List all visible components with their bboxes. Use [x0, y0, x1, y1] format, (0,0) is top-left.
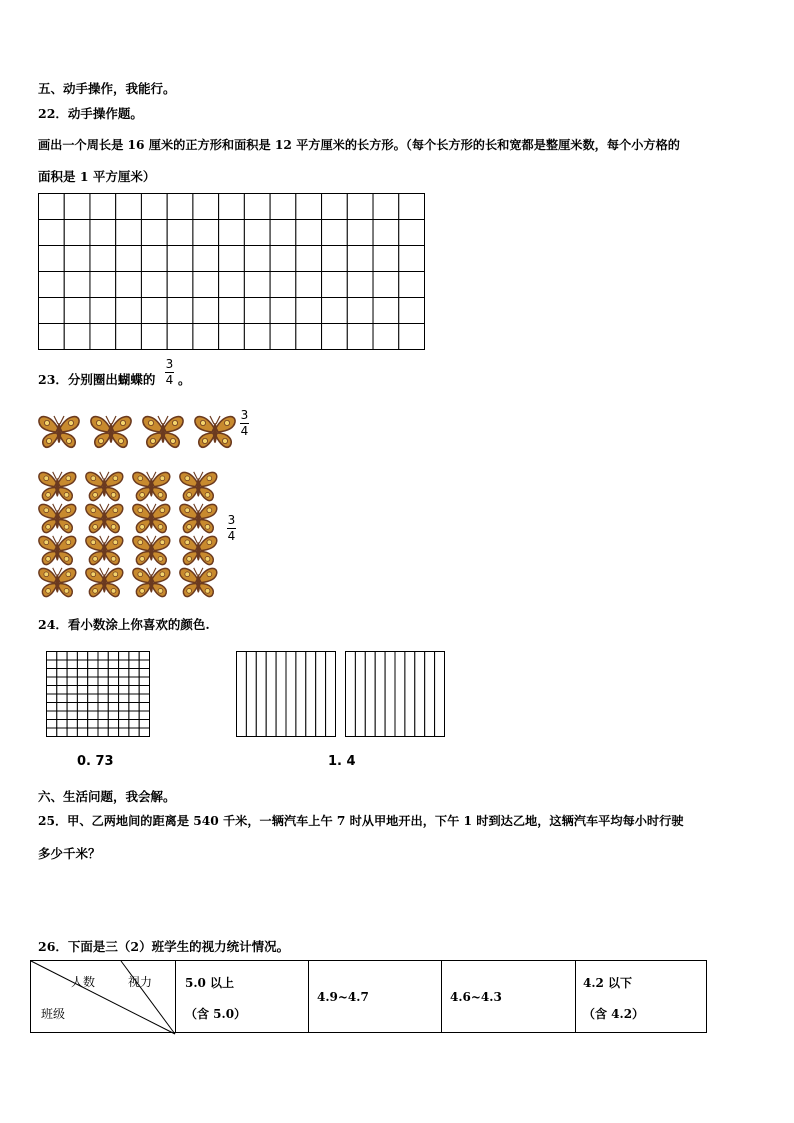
table-corner-cell [31, 961, 176, 1033]
hundredth-cell[interactable] [88, 686, 98, 695]
hundredth-cell[interactable] [47, 703, 57, 712]
hundredth-cell[interactable] [139, 728, 149, 737]
question-22-text-line1: 画出一个周长是 16 厘米的正方形和面积是 12 平方厘米的长方形。（每个长方形的长和宽都是整厘米数，每个小方格的 [38, 138, 680, 152]
hundredth-cell[interactable] [119, 728, 129, 737]
hundredth-cell[interactable] [119, 703, 129, 712]
grid-cell[interactable] [347, 298, 373, 324]
hundredth-cell[interactable] [67, 694, 77, 703]
grid-cell[interactable] [141, 298, 167, 324]
butterfly-icon[interactable] [86, 536, 123, 565]
hundredth-cell[interactable] [139, 720, 149, 729]
hundredth-cell[interactable] [47, 660, 57, 669]
hundredth-cell[interactable] [57, 720, 67, 729]
grid-cell[interactable] [193, 272, 219, 298]
fraction-numerator: 3 [240, 408, 249, 422]
grid-cell[interactable] [39, 246, 65, 272]
tenth-strip[interactable] [405, 652, 415, 737]
hundredth-cell[interactable] [119, 686, 129, 695]
tenth-strip[interactable] [425, 652, 435, 737]
butterfly-icon[interactable] [91, 416, 131, 447]
grid-cell[interactable] [64, 246, 90, 272]
grid-cell[interactable] [399, 220, 425, 246]
corner-label-people: 人数 [71, 975, 96, 989]
hundredth-cell[interactable] [108, 669, 118, 678]
hundredth-cell[interactable] [47, 686, 57, 695]
hundredth-cell[interactable] [139, 711, 149, 720]
question-25-text-line1: 25．甲、乙两地间的距离是 540 千米，一辆汽车上午 7 时从甲地开出，下午 1 时到达乙地，这辆汽车平均每小时行驶 [38, 814, 684, 828]
grid-cell[interactable] [322, 246, 348, 272]
grid-cell[interactable] [90, 246, 116, 272]
col1-line1: 5.0 以上 [185, 976, 235, 990]
grid-cell[interactable] [296, 246, 322, 272]
hundredth-cell[interactable] [129, 686, 139, 695]
grid-cell[interactable] [64, 298, 90, 324]
hundredth-cell[interactable] [57, 652, 67, 661]
tenths-strips-1[interactable] [236, 651, 336, 737]
tenth-strip[interactable] [355, 652, 365, 737]
col4-line2: （含 4.2） [583, 1007, 645, 1021]
butterfly-icon[interactable] [39, 568, 76, 597]
hundredth-cell[interactable] [139, 652, 149, 661]
hundredth-cell[interactable] [88, 703, 98, 712]
grid-cell[interactable] [39, 220, 65, 246]
tenth-strip[interactable] [286, 652, 296, 737]
hundredth-cell[interactable] [67, 720, 77, 729]
group-1-fraction [240, 409, 249, 438]
hundredth-cell[interactable] [98, 711, 108, 720]
hundredth-cell[interactable] [139, 694, 149, 703]
grid-cell[interactable] [347, 324, 373, 350]
butterfly-icon[interactable] [180, 472, 217, 501]
tenth-strip[interactable] [326, 652, 336, 737]
grid-cell[interactable] [90, 194, 116, 220]
tenth-strip[interactable] [237, 652, 247, 737]
hundredth-cell[interactable] [98, 728, 108, 737]
tenth-strip[interactable] [365, 652, 375, 737]
hundredth-cell[interactable] [67, 711, 77, 720]
hundredth-cell[interactable] [57, 669, 67, 678]
group-2-fraction [227, 514, 236, 543]
hundredth-cell[interactable] [67, 703, 77, 712]
grid-cell[interactable] [64, 194, 90, 220]
col1-line2: （含 5.0） [185, 1007, 247, 1021]
butterfly-icon[interactable] [133, 504, 170, 533]
grid-cell[interactable] [296, 324, 322, 350]
hundredth-cell[interactable] [57, 728, 67, 737]
grid-cell[interactable] [219, 194, 245, 220]
question-23-title-suffix: 。 [178, 372, 191, 387]
hundredth-cell[interactable] [98, 669, 108, 678]
tenth-strip[interactable] [246, 652, 256, 737]
grid-cell[interactable] [193, 194, 219, 220]
grid-cell[interactable] [270, 194, 296, 220]
drawing-grid[interactable] [38, 193, 425, 350]
hundredth-cell[interactable] [119, 711, 129, 720]
hundredth-cell[interactable] [77, 686, 87, 695]
grid-cell[interactable] [141, 324, 167, 350]
fraction-denominator: 4 [240, 424, 249, 438]
butterfly-icon[interactable] [39, 536, 76, 565]
fraction-denominator: 4 [227, 529, 236, 543]
hundredth-cell[interactable] [77, 703, 87, 712]
hundredth-cell[interactable] [57, 660, 67, 669]
vision-table [30, 960, 707, 1033]
hundredth-cell[interactable] [129, 677, 139, 686]
hundredth-cell[interactable] [88, 669, 98, 678]
hundredth-cell[interactable] [129, 720, 139, 729]
tenth-strip[interactable] [415, 652, 425, 737]
hundredth-cell[interactable] [77, 660, 87, 669]
grid-cell[interactable] [399, 194, 425, 220]
hundredth-cell[interactable] [47, 652, 57, 661]
hundredth-cell[interactable] [57, 677, 67, 686]
grid-cell[interactable] [141, 220, 167, 246]
hundredth-cell[interactable] [77, 669, 87, 678]
grid-cell[interactable] [270, 324, 296, 350]
hundred-grid[interactable] [46, 651, 150, 737]
butterfly-icon[interactable] [180, 504, 217, 533]
question-25-text-line2: 多少千米？ [38, 846, 101, 861]
tenth-strip[interactable] [435, 652, 445, 737]
hundredth-cell[interactable] [88, 652, 98, 661]
grid-cell[interactable] [219, 324, 245, 350]
hundredth-cell[interactable] [98, 660, 108, 669]
corner-diagonals [31, 961, 175, 1034]
grid-cell[interactable] [193, 220, 219, 246]
hundredth-cell[interactable] [119, 660, 129, 669]
tenth-strip[interactable] [266, 652, 276, 737]
grid-cell[interactable] [347, 272, 373, 298]
grid-cell[interactable] [322, 194, 348, 220]
hundredth-cell[interactable] [108, 711, 118, 720]
grid-cell[interactable] [322, 324, 348, 350]
question-26-title: 26．下面是三（2）班学生的视力统计情况。 [38, 939, 290, 954]
hundredth-cell[interactable] [57, 686, 67, 695]
grid-cell[interactable] [244, 246, 270, 272]
hundredth-cell[interactable] [139, 669, 149, 678]
hundredth-cell[interactable] [139, 686, 149, 695]
hundredth-cell[interactable] [108, 660, 118, 669]
grid-cell[interactable] [373, 220, 399, 246]
header-cell-1 [176, 961, 309, 1033]
butterfly-icon[interactable] [195, 416, 235, 447]
hundredth-cell[interactable] [77, 720, 87, 729]
grid-cell[interactable] [167, 324, 193, 350]
hundredth-cell[interactable] [139, 703, 149, 712]
butterfly-icon[interactable] [133, 568, 170, 597]
tenth-strip[interactable] [306, 652, 316, 737]
hundredth-cell[interactable] [129, 711, 139, 720]
question-23-title [38, 370, 155, 388]
hundredth-cell[interactable] [67, 686, 77, 695]
grid-cell[interactable] [167, 220, 193, 246]
grid-cell[interactable] [64, 220, 90, 246]
fraction-numerator: 3 [227, 513, 236, 527]
col4-line1: 4.2 以下 [583, 976, 633, 990]
col2-label: 4.9~4.7 [317, 990, 369, 1004]
hundredth-cell[interactable] [67, 660, 77, 669]
hundredth-cell[interactable] [119, 669, 129, 678]
grid-cell[interactable] [116, 298, 142, 324]
tenth-strip[interactable] [296, 652, 306, 737]
grid-cell[interactable] [193, 246, 219, 272]
butterfly-icon[interactable] [86, 568, 123, 597]
grid-cell[interactable] [322, 272, 348, 298]
question-23-fraction [165, 358, 174, 387]
grid-cell[interactable] [39, 298, 65, 324]
butterfly-group-2[interactable] [36, 469, 226, 599]
hundredth-cell[interactable] [77, 652, 87, 661]
grid-cell[interactable] [116, 272, 142, 298]
question-23-title-prefix: 23．分别圈出蝴蝶的 [38, 372, 156, 387]
hundredth-cell[interactable] [77, 677, 87, 686]
grid-cell[interactable] [244, 272, 270, 298]
hundredth-cell[interactable] [47, 728, 57, 737]
hundredth-cell[interactable] [108, 703, 118, 712]
grid-cell[interactable] [296, 298, 322, 324]
grid-cell[interactable] [347, 246, 373, 272]
butterfly-icon[interactable] [39, 504, 76, 533]
hundredth-cell[interactable] [108, 652, 118, 661]
grid-cell[interactable] [167, 246, 193, 272]
grid-cell[interactable] [141, 246, 167, 272]
question-22-title: 22．动手操作题。 [38, 106, 143, 121]
grid-cell[interactable] [399, 272, 425, 298]
header-cell-3 [442, 961, 576, 1033]
grid-cell[interactable] [322, 220, 348, 246]
hundredth-cell[interactable] [57, 703, 67, 712]
tenth-strip[interactable] [375, 652, 385, 737]
grid-cell[interactable] [270, 272, 296, 298]
tenth-strip[interactable] [395, 652, 405, 737]
hundredth-cell[interactable] [88, 660, 98, 669]
grid-cell[interactable] [244, 324, 270, 350]
col3-label: 4.6~4.3 [450, 990, 502, 1004]
tenth-strip[interactable] [385, 652, 395, 737]
decimal-label-b: 1. 4 [328, 754, 356, 769]
hundredth-cell[interactable] [98, 720, 108, 729]
grid-cell[interactable] [296, 220, 322, 246]
hundredth-cell[interactable] [119, 652, 129, 661]
butterfly-icon[interactable] [39, 472, 76, 501]
hundredth-cell[interactable] [139, 660, 149, 669]
hundredth-cell[interactable] [108, 728, 118, 737]
hundredth-cell[interactable] [98, 677, 108, 686]
hundredth-cell[interactable] [108, 686, 118, 695]
hundredth-cell[interactable] [88, 728, 98, 737]
hundredth-cell[interactable] [77, 711, 87, 720]
hundredth-cell[interactable] [57, 711, 67, 720]
tenth-strip[interactable] [276, 652, 286, 737]
butterfly-icon[interactable] [180, 536, 217, 565]
grid-cell[interactable] [90, 298, 116, 324]
hundredth-cell[interactable] [98, 686, 108, 695]
corner-label-vision: 视力 [128, 975, 153, 989]
grid-cell[interactable] [39, 272, 65, 298]
hundredth-cell[interactable] [47, 720, 57, 729]
tenth-strip[interactable] [256, 652, 266, 737]
grid-cell[interactable] [219, 246, 245, 272]
grid-cell[interactable] [373, 246, 399, 272]
hundredth-cell[interactable] [77, 728, 87, 737]
grid-cell[interactable] [373, 272, 399, 298]
grid-cell[interactable] [296, 194, 322, 220]
grid-cell[interactable] [399, 246, 425, 272]
section-heading-6: 六、生活问题，我会解。 [38, 789, 176, 804]
fraction-denominator: 4 [165, 373, 174, 387]
hundredth-cell[interactable] [47, 677, 57, 686]
hundredth-cell[interactable] [108, 677, 118, 686]
butterfly-icon[interactable] [39, 416, 79, 447]
hundredth-cell[interactable] [88, 711, 98, 720]
hundredth-cell[interactable] [129, 652, 139, 661]
hundredth-cell[interactable] [119, 720, 129, 729]
grid-cell[interactable] [116, 194, 142, 220]
tenth-strip[interactable] [346, 652, 356, 737]
corner-label-class: 班级 [41, 1007, 66, 1021]
tenth-strip[interactable] [316, 652, 326, 737]
hundredth-cell[interactable] [88, 720, 98, 729]
grid-cell[interactable] [39, 324, 65, 350]
hundredth-cell[interactable] [67, 677, 77, 686]
hundredth-cell[interactable] [47, 711, 57, 720]
grid-cell[interactable] [219, 220, 245, 246]
grid-cell[interactable] [167, 272, 193, 298]
butterfly-icon[interactable] [86, 504, 123, 533]
grid-cell[interactable] [90, 324, 116, 350]
grid-cell[interactable] [244, 220, 270, 246]
grid-cell[interactable] [193, 324, 219, 350]
hundredth-cell[interactable] [108, 694, 118, 703]
grid-cell[interactable] [141, 272, 167, 298]
grid-cell[interactable] [373, 298, 399, 324]
grid-cell[interactable] [270, 220, 296, 246]
grid-cell[interactable] [219, 298, 245, 324]
hundredth-cell[interactable] [129, 703, 139, 712]
grid-cell[interactable] [219, 272, 245, 298]
hundredth-cell[interactable] [77, 694, 87, 703]
hundredth-cell[interactable] [129, 694, 139, 703]
grid-cell[interactable] [244, 194, 270, 220]
hundredth-cell[interactable] [129, 728, 139, 737]
grid-cell[interactable] [296, 272, 322, 298]
hundredth-cell[interactable] [67, 652, 77, 661]
grid-cell[interactable] [116, 324, 142, 350]
hundredth-cell[interactable] [67, 669, 77, 678]
grid-cell[interactable] [116, 246, 142, 272]
header-cell-4 [576, 961, 707, 1033]
hundredth-cell[interactable] [88, 677, 98, 686]
grid-cell[interactable] [347, 194, 373, 220]
grid-cell[interactable] [244, 298, 270, 324]
hundredth-cell[interactable] [67, 728, 77, 737]
tenths-strips-2[interactable] [345, 651, 445, 737]
grid-cell[interactable] [64, 324, 90, 350]
hundredth-cell[interactable] [98, 652, 108, 661]
hundredth-cell[interactable] [47, 694, 57, 703]
grid-cell[interactable] [39, 194, 65, 220]
hundredth-cell[interactable] [88, 694, 98, 703]
hundredth-cell[interactable] [129, 660, 139, 669]
hundredth-cell[interactable] [98, 694, 108, 703]
grid-cell[interactable] [167, 194, 193, 220]
hundredth-cell[interactable] [108, 720, 118, 729]
hundredth-cell[interactable] [47, 669, 57, 678]
grid-cell[interactable] [193, 298, 219, 324]
grid-cell[interactable] [141, 194, 167, 220]
grid-cell[interactable] [373, 324, 399, 350]
butterfly-icon[interactable] [143, 416, 183, 447]
grid-cell[interactable] [399, 324, 425, 350]
section-heading-5: 五、动手操作，我能行。 [38, 81, 176, 96]
hundredth-cell[interactable] [98, 703, 108, 712]
hundredth-cell[interactable] [139, 677, 149, 686]
grid-cell[interactable] [373, 194, 399, 220]
header-cell-2 [309, 961, 442, 1033]
question-22-text-line2: 面积是 1 平方厘米） [38, 169, 156, 184]
grid-cell[interactable] [90, 220, 116, 246]
grid-cell[interactable] [270, 246, 296, 272]
hundredth-cell[interactable] [119, 694, 129, 703]
butterfly-group-1[interactable] [36, 412, 241, 454]
hundredth-cell[interactable] [129, 669, 139, 678]
grid-cell[interactable] [116, 220, 142, 246]
grid-cell[interactable] [347, 220, 373, 246]
table-row [31, 961, 707, 1033]
grid-cell[interactable] [399, 298, 425, 324]
butterfly-icon[interactable] [86, 472, 123, 501]
grid-cell[interactable] [167, 298, 193, 324]
butterfly-icon[interactable] [133, 536, 170, 565]
hundredth-cell[interactable] [119, 677, 129, 686]
hundredth-cell[interactable] [57, 694, 67, 703]
grid-cell[interactable] [90, 272, 116, 298]
decimal-label-a: 0. 73 [77, 754, 114, 769]
question-24-title: 24．看小数涂上你喜欢的颜色. [38, 617, 210, 632]
grid-cell[interactable] [270, 298, 296, 324]
butterfly-icon[interactable] [180, 568, 217, 597]
grid-cell[interactable] [64, 272, 90, 298]
grid-cell[interactable] [322, 298, 348, 324]
butterfly-icon[interactable] [133, 472, 170, 501]
fraction-numerator: 3 [165, 357, 174, 371]
